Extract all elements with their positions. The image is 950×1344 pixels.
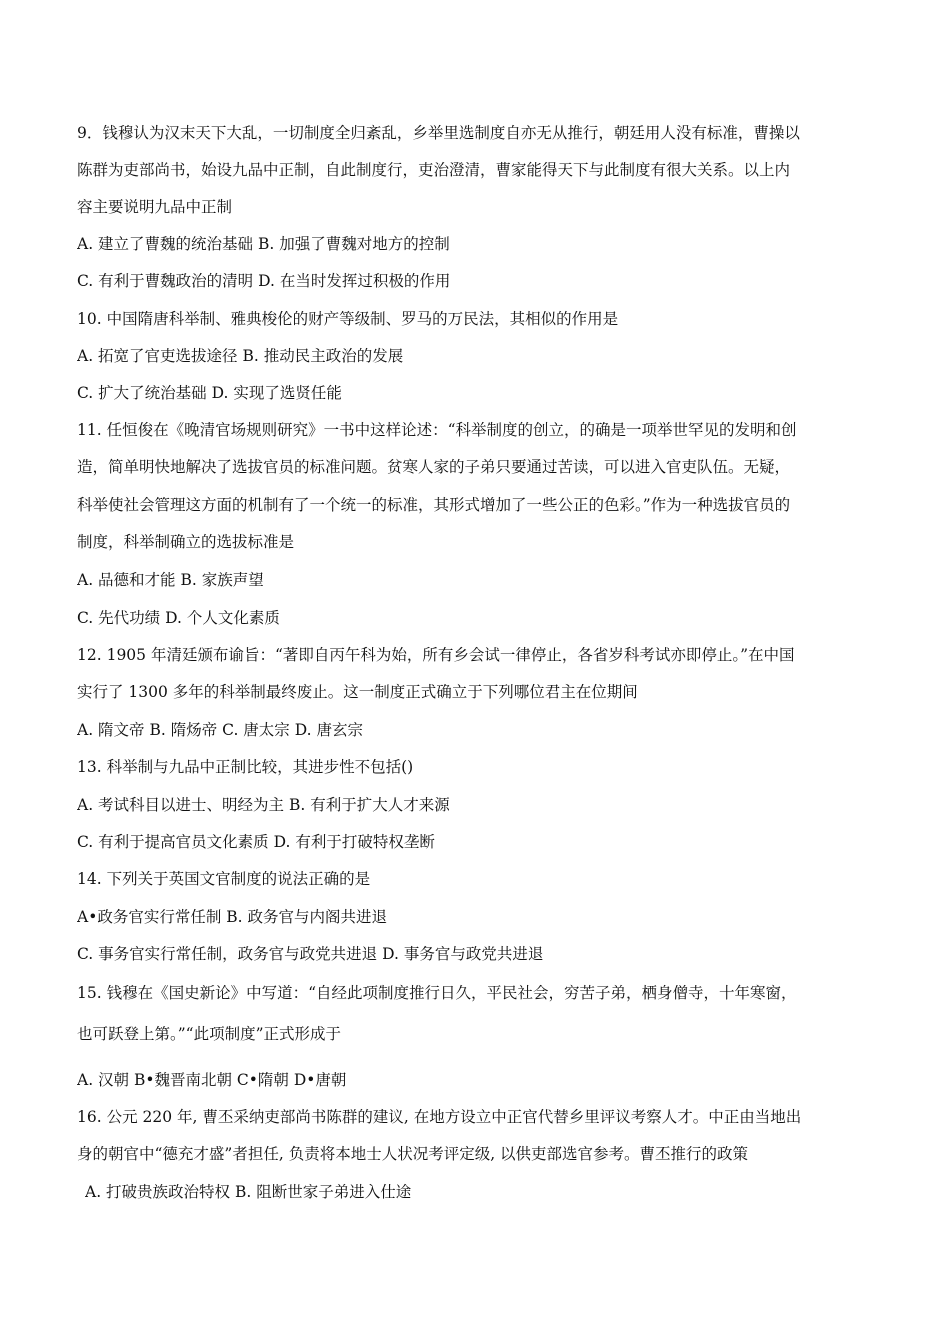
question-11-option-line-2: C. 先代功绩 D. 个人文化素质 [77,609,280,627]
question-11-option-line-1: A. 品德和才能 B. 家族声望 [77,571,264,589]
question-14-text-line-1: 14. 下列关于英国文官制度的说法正确的是 [77,870,371,888]
question-13-text-line-1: 13. 科举制与九品中正制比较，其进步性不包括() [77,758,414,776]
question-15-text-line-2: 也可跃登上第。”“此项制度”正式形成于 [77,1025,342,1043]
question-11-text-line-2: 造，简单明快地解决了选拔官员的标准问题。贫寒人家的子弟只要通过苦读，可以进入官吏队伍。无疑， [77,458,791,476]
question-10-option-line-2: C. 扩大了统治基础 D. 实现了选贤任能 [77,384,342,402]
question-10-text-line-1: 10. 中国隋唐科举制、雅典梭伦的财产等级制、罗马的万民法，其相似的作用是 [77,310,619,328]
question-12-text-line-2: 实行了 1300 多年的科举制最终废止。这一制度正式确立于下列哪位君主在位期间 [77,683,638,701]
question-10-option-line-1: A. 拓宽了官吏选拔途径 B. 推动民主政治的发展 [77,347,404,365]
question-9-text-line-2: 陈群为吏部尚书，始设九品中正制，自此制度行，吏治澄清，曹家能得天下与此制度有很大关系。以上内 [77,161,791,179]
question-13-option-line-1: A. 考试科目以进士、明经为主 B. 有利于扩大人才来源 [77,796,450,814]
question-11-text-line-4: 制度，科举制确立的选拔标准是 [77,533,295,551]
question-16-option-line-1: A. 打破贵族政治特权 B. 阻断世家子弟进入仕途 [85,1183,412,1201]
question-16-text-line-2: 身的朝官中“德充才盛”者担任, 负责将本地士人状况考评定级, 以供吏部选官参考。曹丕推行的政策 [77,1145,749,1163]
question-12-text-line-1: 12. 1905 年清廷颁布谕旨：“著即自丙午科为始，所有乡会试一律停止，各省岁科考试亦即停止。”在中国 [77,646,795,664]
question-12-option-line-1: A. 隋文帝 B. 隋炀帝 C. 唐太宗 D. 唐玄宗 [77,721,363,739]
question-9-text-line-1: 9．钱穆认为汉末天下大乱，一切制度全归紊乱，乡举里选制度自亦无从推行，朝廷用人没有标准，曹操以 [77,124,800,142]
question-14-option-line-2: C. 事务官实行常任制，政务官与政党共进退 D. 事务官与政党共进退 [77,945,544,963]
question-9-option-line-1: A. 建立了曹魏的统治基础 B. 加强了曹魏对地方的控制 [77,235,450,253]
question-14-option-line-1: A•政务官实行常任制 B. 政务官与内阁共进退 [77,908,388,926]
question-13-option-line-2: C. 有利于提高官员文化素质 D. 有利于打破特权垄断 [77,833,435,851]
question-9-option-line-2: C. 有利于曹魏政治的清明 D. 在当时发挥过积极的作用 [77,272,451,290]
question-9-text-line-3: 容主要说明九品中正制 [77,198,233,216]
question-16-text-line-1: 16. 公元 220 年, 曹丕采纳吏部尚书陈群的建议, 在地方设立中正官代替乡里评议考察人才。中正由当地出 [77,1108,802,1126]
question-11-text-line-1: 11. 任恒俊在《晚清官场规则研究》一书中这样论述：“科举制度的创立，的确是一项举世罕见的发明和创 [77,421,797,439]
question-11-text-line-3: 科举使社会管理这方面的机制有了一个统一的标准，其形式增加了一些公正的色彩。”作为一种选拔官员的 [77,496,791,514]
question-15-option-line-1: A. 汉朝 B•魏晋南北朝 C•隋朝 D•唐朝 [77,1071,347,1089]
question-15-text-line-1: 15. 钱穆在《国史新论》中写道：“自经此项制度推行日久，平民社会，穷苦子弟，栖身僧寺，十年寒窗， [77,984,797,1002]
